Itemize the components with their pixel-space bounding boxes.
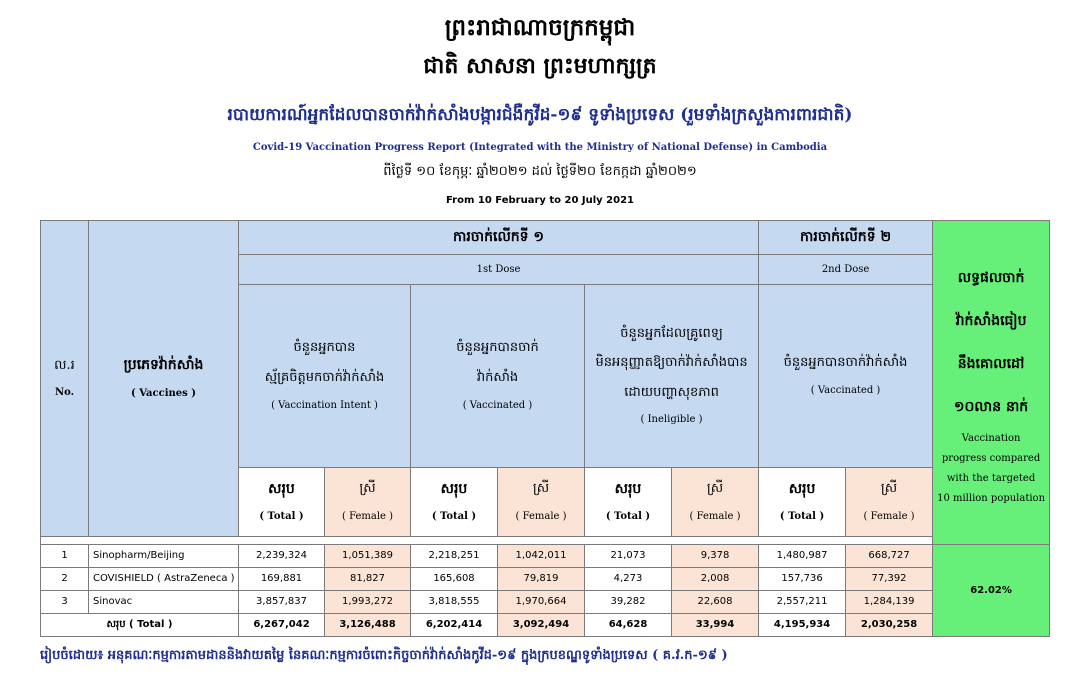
inel-female-header: ស្រី ( Female )	[672, 468, 759, 537]
total-inel-female: 33,994	[672, 614, 759, 637]
intent-female-header: ស្រី ( Female )	[325, 468, 411, 537]
cell-vacc-female: 79,819	[498, 568, 585, 591]
vacc-female-header: ស្រី ( Female )	[498, 468, 585, 537]
total-d2-female: 2,030,258	[846, 614, 933, 637]
table-row	[41, 568, 1050, 591]
total-intent-female: 3,126,488	[325, 614, 411, 637]
row-vaccine: Sinovac	[89, 591, 239, 614]
intent-column-header: ចំនួនអ្នកបាន ស្ម័គ្រចិត្តមកចាក់វ៉ាក់សាំង ( Vaccination Intent )	[239, 285, 411, 468]
progress-header: លទ្ធផលចាក់ វ៉ាក់សាំងធៀប នឹងគោលដៅ ១០លាន នាក់ Vaccination progress compared with the targeted 10 million population	[933, 221, 1050, 545]
ineligible-column-header: ចំនួនអ្នកដែលគ្រូពេទ្យ មិនអនុញ្ញាតឱ្យចាក់វ៉ាក់សាំងបាន ដោយបញ្ហាសុខភាព ( Ineligible )	[585, 285, 759, 468]
total-vacc-female: 3,092,494	[498, 614, 585, 637]
total-intent-total: 6,267,042	[239, 614, 325, 637]
cell-vacc-total: 3,818,555	[411, 591, 498, 614]
vaccinated-column-header: ចំនួនអ្នកបានចាក់ វ៉ាក់សាំង ( Vaccinated )	[411, 285, 585, 468]
cell-d2-total: 157,736	[759, 568, 846, 591]
dose2-vaccinated-column-header: ចំនួនអ្នកបានចាក់វ៉ាក់សាំង ( Vaccinated )	[759, 285, 933, 468]
cell-inel-total: 39,282	[585, 591, 672, 614]
cell-intent-female: 81,827	[325, 568, 411, 591]
no-header: ល.រ No.	[41, 221, 89, 537]
dose1-header-en: 1st Dose	[239, 255, 759, 285]
kingdom-title: ព្រះរាជាណាចក្រកម្ពុជា	[444, 14, 636, 41]
table-row	[41, 545, 1050, 568]
cell-d2-total: 2,557,211	[759, 591, 846, 614]
dose2-header-km: ការចាក់លើកទី ២	[759, 221, 933, 255]
cell-inel-female: 2,008	[672, 568, 759, 591]
row-vaccine: Sinopharm/Beijing	[89, 545, 239, 568]
spacer-row	[41, 537, 933, 545]
vaccines-header: ប្រភេទវ៉ាក់សាំង ( Vaccines )	[89, 221, 239, 537]
intent-total-header: សរុប ( Total )	[239, 468, 325, 537]
d2-total-header: សរុប ( Total )	[759, 468, 846, 537]
cell-vacc-total: 2,218,251	[411, 545, 498, 568]
report-title-en: Covid-19 Vaccination Progress Report (Integrated with the Ministry of National Defense) in Cambodia	[252, 142, 828, 153]
cell-intent-total: 3,857,837	[239, 591, 325, 614]
total-row	[41, 614, 1050, 637]
vacc-total-header: សរុប ( Total )	[411, 468, 498, 537]
row-vaccine: COVISHIELD ( AstraZeneca )	[89, 568, 239, 591]
cell-vacc-total: 165,608	[411, 568, 498, 591]
cell-intent-total: 169,881	[239, 568, 325, 591]
total-vacc-total: 6,202,414	[411, 614, 498, 637]
total-d2-total: 4,195,934	[759, 614, 846, 637]
total-inel-total: 64,628	[585, 614, 672, 637]
cell-intent-total: 2,239,324	[239, 545, 325, 568]
cell-intent-female: 1,993,272	[325, 591, 411, 614]
row-no: 3	[41, 591, 89, 614]
vaccination-table	[40, 220, 1050, 637]
cell-d2-female: 77,392	[846, 568, 933, 591]
cell-inel-female: 9,378	[672, 545, 759, 568]
dose2-header-en: 2nd Dose	[759, 255, 933, 285]
cell-inel-total: 4,273	[585, 568, 672, 591]
table-row	[41, 591, 1050, 614]
row-no: 2	[41, 568, 89, 591]
progress-value: 62.02%	[933, 545, 1050, 637]
cell-d2-female: 668,727	[846, 545, 933, 568]
national-motto: ជាតិ សាសនា ព្រះមហាក្សត្រ	[423, 53, 657, 79]
inel-total-header: សរុប ( Total )	[585, 468, 672, 537]
total-label: សរុប ( Total )	[41, 614, 239, 637]
report-title-km: របាយការណ៍អ្នកដែលបានចាក់វ៉ាក់សាំងបង្ការជំងឺកូវីដ-១៩ ទូទាំងប្រទេស (រួមទាំងក្រសួងការពារជាតិ)	[227, 105, 853, 125]
cell-vacc-female: 1,970,664	[498, 591, 585, 614]
cell-intent-female: 1,051,389	[325, 545, 411, 568]
cell-inel-female: 22,608	[672, 591, 759, 614]
cell-inel-total: 21,073	[585, 545, 672, 568]
cell-d2-total: 1,480,987	[759, 545, 846, 568]
report-period-km: ពីថ្ងៃទី ១០ ខែកុម្ភៈ ឆ្នាំ២០២១ ដល់ ថ្ងៃទី២០ ខែកក្កដា ឆ្នាំ២០២១	[383, 164, 697, 179]
report-period-en: From 10 February to 20 July 2021	[445, 195, 635, 206]
prepared-by-footer: រៀបចំដោយ៖ អនុគណៈកម្មការតាមដាននិងវាយតម្លៃ នៃគណៈកម្មការចំពោះកិច្ចចាក់វ៉ាក់សាំងកូវីដ-១៩ ក្នុងក្របខណ្ឌទូទាំងប្រទេស ( គ.វ.ក-១៩ )	[40, 648, 728, 663]
row-no: 1	[41, 545, 89, 568]
dose1-header-km: ការចាក់លើកទី ១	[239, 221, 759, 255]
cell-vacc-female: 1,042,011	[498, 545, 585, 568]
d2-female-header: ស្រី ( Female )	[846, 468, 933, 537]
cell-d2-female: 1,284,139	[846, 591, 933, 614]
